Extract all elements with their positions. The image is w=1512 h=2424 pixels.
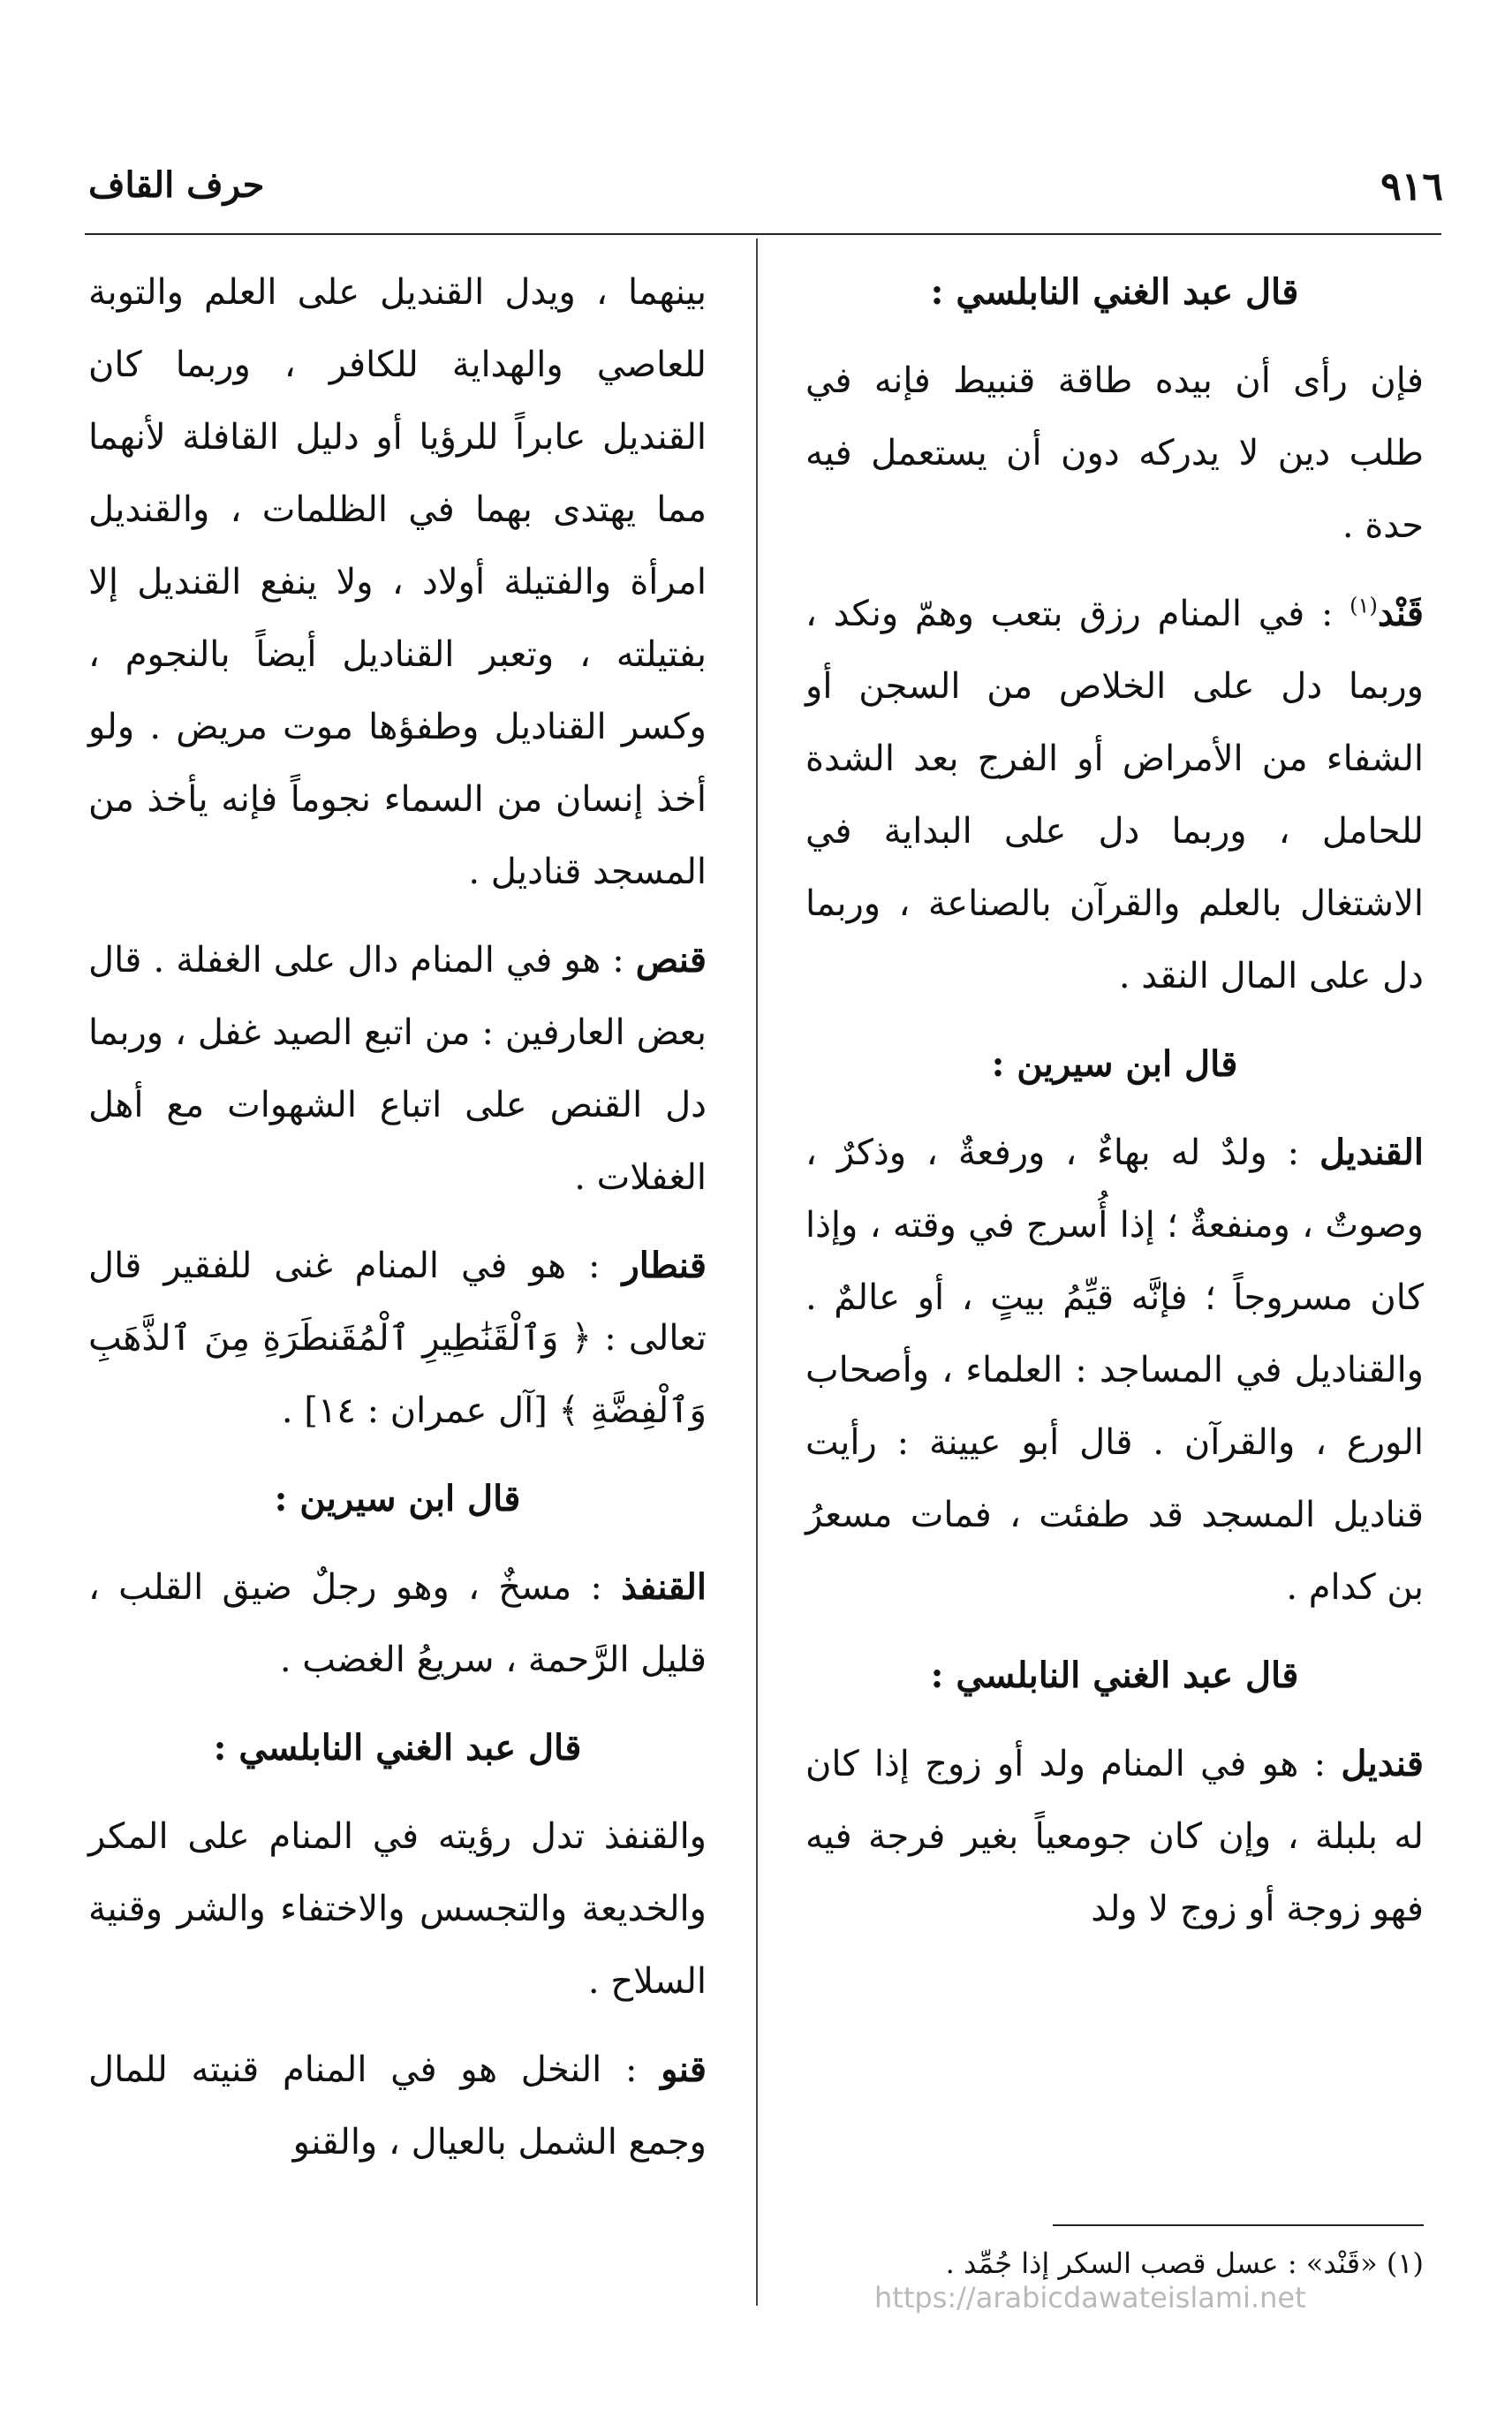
entry-text: والقنفذ تدل رؤيته في المنام على المكر والخديعة والتجسس والاختفاء والشر وقنية السلاح . <box>88 1816 707 2002</box>
entry-term: القنفذ <box>621 1566 707 1608</box>
entry-term: قَنْد <box>1377 593 1424 634</box>
watermark: https://arabicdawateislami.net <box>874 2281 1306 2314</box>
page-number: ٩١٦ <box>1380 164 1443 209</box>
source-heading: قال عبد الغني النابلسي : <box>213 1727 582 1769</box>
column-divider <box>756 239 758 2306</box>
footnote-rule <box>1053 2224 1424 2226</box>
header-rule <box>85 233 1441 235</box>
entry-paragraph <box>88 1551 707 1696</box>
right-column <box>805 256 1424 1961</box>
entry-text: : هو في المنام ولد أو زوج إذا كان له بلبلة ، وإن كان جومعياً بغير فرجة فيه فهو زوجة أو زوج لا ولد <box>805 1744 1424 1929</box>
source-heading: قال ابن سيرين : <box>274 1478 521 1519</box>
entry-paragraph <box>88 924 707 1214</box>
entry-paragraph <box>88 256 707 908</box>
entry-paragraph <box>805 1728 1424 1945</box>
entry-paragraph <box>88 1230 707 1447</box>
entry-text: فإن رأى أن بيده طاقة قنبيط فإنه في طلب دين لا يدركه دون أن يستعمل فيه حدة . <box>805 360 1424 546</box>
entry-paragraph <box>88 1800 707 2018</box>
entry-text: : في المنام رزق بتعب وهمّ ونكد ، وربما دل على الخلاص من السجن أو الشفاء من الأمراض أو الفرج بعد الشدة للحامل ، وربما دل على البداية في الاشتغال بالعلم والقرآن بالصناعة ، وربما دل على المال النقد . <box>805 594 1424 996</box>
source-heading: قال عبد الغني النابلسي : <box>930 1655 1299 1696</box>
running-head: حرف القاف <box>88 164 265 206</box>
verse-citation: [آل عمران : ١٤] . <box>281 1390 559 1431</box>
footnote-marker: (١) <box>1386 2246 1424 2280</box>
entry-paragraph <box>805 1117 1424 1624</box>
entry-text: بينهما ، ويدل القنديل على العلم والتوبة للعاصي والهداية للكافر ، وربما كان القنديل عابراً للرؤيا أو دليل القافلة لأنهما مما يهتدى بهما في الظلمات ، والقنديل امرأة والفتيلة أولاد ، ولا ينفع القنديل إلا بفتيلته ، وتعبر القناديل أيضاً بالنجوم ، وكسر القناديل وطفؤها موت مريض . ولو أخذ إنسان من السماء نجوماً فإنه يأخذ من المسجد قناديل . <box>88 272 707 892</box>
entry-text: : النخل هو في المنام قنيته للمال وجمع الشمل بالعيال ، والقنو <box>88 2049 707 2163</box>
source-heading: قال عبد الغني النابلسي : <box>930 271 1299 313</box>
entry-text: : ولدٌ له بهاءٌ ، ورفعةٌ ، وذكرٌ ، وصوتٌ ، ومنفعةٌ ؛ إذا أُسرج في وقته ، وإذا كان مسروجاً ؛ فإنَّه قيِّمُ بيتٍ ، أو عالمٌ . والقناديل في المساجد : العلماء ، وأصحاب الورع ، والقرآن . قال أبو عيينة : رأيت قناديل المسجد قد طفئت ، فمات مسعرُ بن كدام . <box>805 1132 1424 1608</box>
left-column <box>88 256 707 2194</box>
source-heading: قال ابن سيرين : <box>991 1043 1238 1085</box>
footnote-ref[interactable]: (١) <box>1349 593 1378 618</box>
entry-term: قنديل <box>1341 1743 1424 1784</box>
entry-term: قنص <box>635 939 707 981</box>
entry-term: قنطار <box>622 1245 707 1286</box>
entry-paragraph <box>805 578 1424 1012</box>
entry-term: قنو <box>661 2049 707 2090</box>
footnote-text: «قَنْد» : عسل قصب السكر إذا جُمِّد . <box>945 2246 1378 2280</box>
entry-text: : هو في المنام غنى للفقير قال تعالى : <box>88 1246 707 1359</box>
entry-term: القنديل <box>1319 1132 1425 1173</box>
quran-verse: ﴿ وَٱلْقَنَٰطِيرِ ٱلْمُقَنطَرَةِ مِنَ ٱلذَّهَبِ وَٱلْفِضَّةِ ﴾ <box>88 1318 707 1431</box>
entry-text: : هو في المنام دال على الغفلة . قال بعض العارفين : من اتبع الصيد غفل ، وربما دل القنص على اتباع الشهوات مع أهل الغفلات . <box>88 940 707 1198</box>
entry-text: : مسخٌ ، وهو رجلٌ ضيق القلب ، قليل الرَّحمة ، سريعُ الغضب . <box>88 1567 707 1680</box>
entry-paragraph <box>88 2034 707 2178</box>
entry-paragraph <box>805 345 1424 562</box>
